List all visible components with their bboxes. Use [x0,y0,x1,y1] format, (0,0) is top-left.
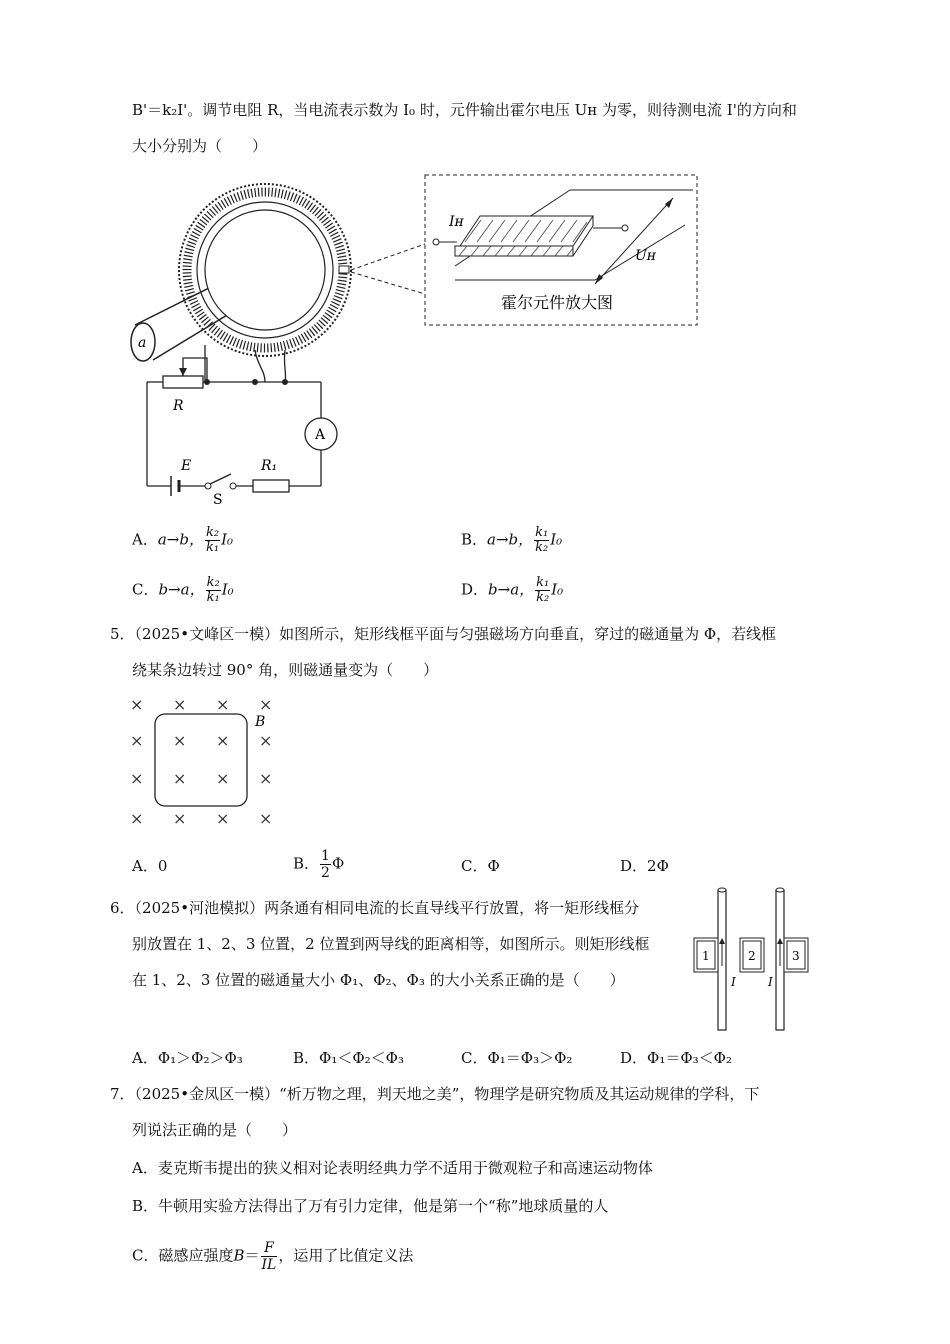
q6-option-b[interactable]: B．Φ₁＜Φ₂＜Φ₃ [293,1049,404,1067]
q4-option-c[interactable]: C．b→a， $\frac{\text{k₂}}{\text{k₁}}$ I₀ [132,575,234,605]
q4-option-d[interactable]: D．b→a， $\frac{\text{k₁}}{\text{k₂}}$ I₀ [461,575,564,605]
svg-text:1: 1 [702,949,710,963]
q4-option-a[interactable]: A．a→b， $\frac{\text{k₂}}{\text{k₁}}$ I₀ [132,525,234,555]
label-UH: Uʜ [635,248,657,264]
q6-figure [688,884,828,1034]
svg-text:×: × [130,731,144,750]
q5-option-a[interactable]: A．0 [132,857,168,875]
label-E: E [181,458,192,474]
label-B: B [255,714,266,730]
fraction: $\frac{F}{IL}$ [261,1240,277,1273]
label-IH: Iʜ [449,214,464,230]
inset-caption: 霍尔元件放大图 [501,293,614,312]
svg-text:×: × [173,731,187,750]
q7-stem-line2: 列说法正确的是（ ） [132,1121,298,1139]
q5-option-d[interactable]: D．2Φ [620,857,669,875]
q4-option-b[interactable]: B．a→b， $\frac{\text{k₁}}{\text{k₂}}$ I₀ [461,525,563,555]
ammeter-label: A [315,427,326,443]
frame-pos1 [694,938,718,972]
label-R: R [173,398,184,414]
fraction: $\frac{\text{k₂}}{\text{k₁}}$ [206,575,220,605]
hall-element-inset [425,175,697,325]
svg-text:×: × [216,809,230,828]
wire-left [718,888,726,1030]
label-a: a [138,335,147,351]
toroid-coil [179,184,351,356]
q7-option-a[interactable]: A．麦克斯韦提出的狭义相对论表明经典力学不适用于微观粒子和高速运动物体 [132,1159,653,1177]
svg-text:3: 3 [792,949,800,963]
fraction: $\frac{1}{2}$ [321,848,330,881]
frame-pos3 [784,938,808,972]
circuit [147,358,337,508]
svg-text:×: × [173,769,187,788]
svg-text:×: × [259,809,273,828]
q7-option-b[interactable]: B．牛顿用实验方法得出了万有引力定律，他是第一个“称”地球质量的人 [132,1197,609,1215]
q5-stem-line1: 5．（2025•文峰区一模）如图所示，矩形线框平面与匀强磁场方向垂直，穿过的磁通量为 Φ，若线框 [110,625,777,643]
svg-text:×: × [130,769,144,788]
wire-right [776,888,784,1030]
label-R1: R₁ [261,458,278,474]
q4-stem-line1: B'＝k₂I'。调节电阻 R，当电流表示数为 I₀ 时，元件输出霍尔电压 Uʜ 为零，则待测电流 I'的方向和 [132,101,797,119]
q5-stem-line2: 绕某条边转过 90° 角，则磁通量变为（ ） [132,661,439,679]
q6-option-c[interactable]: C．Φ₁＝Φ₃＞Φ₂ [461,1049,573,1067]
q5-option-c[interactable]: C．Φ [461,857,500,875]
q6-option-d[interactable]: D．Φ₁＝Φ₃＜Φ₂ [620,1049,732,1067]
fraction: $\frac{\text{k₁}}{\text{k₂}}$ [535,525,549,555]
svg-text:×: × [216,731,230,750]
svg-text:×: × [216,695,230,714]
svg-text:×: × [173,809,187,828]
q6-stem-line1: 6．（2025•河池模拟）两条通有相同电流的长直导线平行放置，将一矩形线框分 [110,899,640,917]
svg-text:×: × [130,695,144,714]
coil-frame [155,714,247,806]
frame-pos2 [740,938,764,972]
fraction: $\frac{\text{k₂}}{\text{k₁}}$ [205,525,220,555]
q6-stem-line3: 在 1、2、3 位置的磁通量大小 Φ₁、Φ₂、Φ₃ 的大小关系正确的是（ ） [132,971,625,989]
svg-text:×: × [259,731,273,750]
q4-stem-line2: 大小分别为（ ） [132,137,268,155]
svg-text:×: × [259,769,273,788]
current-label-left: I [731,975,736,989]
q6-stem-line2: 别放置在 1、2、3 位置，2 位置到两导线的距离相等，如图所示。则矩形线框 [132,935,650,953]
magnetic-field-crosses [130,695,272,828]
q7-option-c[interactable]: C．磁感应强度B＝ $\frac{F}{IL}$ ，运用了比值定义法 [132,1240,414,1273]
svg-text:×: × [173,695,187,714]
q5-figure [125,692,285,832]
q5-option-b[interactable]: B． $\frac{1}{2}$ Φ [293,848,345,881]
svg-text:×: × [259,695,273,714]
label-S: S [213,492,223,508]
svg-text:×: × [130,809,144,828]
q4-figure [125,170,705,510]
fraction: $\frac{\text{k₁}}{\text{k₂}}$ [536,575,550,605]
q6-option-a[interactable]: A．Φ₁＞Φ₂＞Φ₃ [132,1049,243,1067]
q7-stem-line1: 7．（2025•金凤区一模）“析万物之理，判天地之美”，物理学是研究物质及其运动规律的学科，下 [110,1085,760,1103]
svg-text:2: 2 [748,949,756,963]
current-label-right: I [768,975,773,989]
svg-text:×: × [216,769,230,788]
